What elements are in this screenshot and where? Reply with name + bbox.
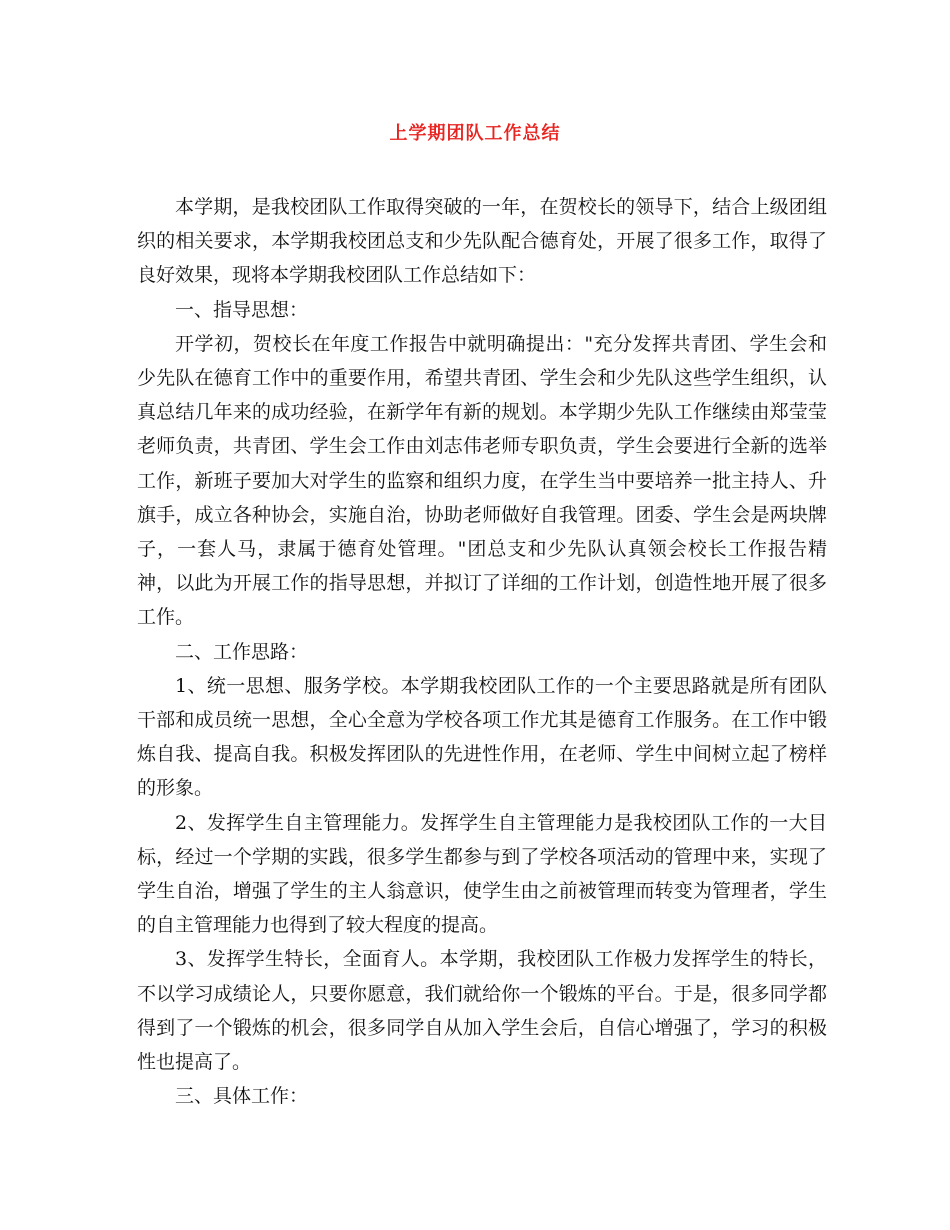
paragraph-approach-1: 1、统一思想、服务学校。本学期我校团队工作的一个主要思路就是所有团队干部和成员统一思想，全心全意为学校各项工作尤其是德育工作服务。在工作中锻炼自我、提高自我。积极发挥团队的先进性作用，在老师、学生中间树立起了榜样的形象。 [137, 674, 827, 800]
document-title: 上学期团队工作总结 [389, 123, 561, 144]
paragraph-approach-2: 2、发挥学生自主管理能力。发挥学生自主管理能力是我校团队工作的一大目标，经过一个学期的实践，很多学生都参与到了学校各项活动的管理中来，实现了学生自治，增强了学生的主人翁意识，使学生由之前被管理而转变为管理者，学生的自主管理能力也得到了较大程度的提高。 [137, 811, 827, 937]
document-body [137, 190, 827, 1113]
paragraph-intro: 本学期，是我校团队工作取得突破的一年，在贺校长的领导下，结合上级团组织的相关要求，本学期我校团总支和少先队配合德育处，开展了很多工作，取得了良好效果，现将本学期我校团队工作总结如下： [137, 196, 827, 287]
section-heading-guiding-thought: 一、指导思想： [175, 298, 309, 321]
paragraph-guiding-thought: 开学初，贺校长在年度工作报告中就明确提出："充分发挥共青团、学生会和少先队在德育工作中的重要作用，希望共青团、学生会和少先队这些学生组织，认真总结几年来的成功经验，在新学年有新的规划。本学期少先队工作继续由郑莹莹老师负责，共青团、学生会工作由刘志伟老师专职负责，学生会要进行全新的选举工作，新班子要加大对学生的监察和组织力度，在学生当中要培养一批主持人、升旗手，成立各种协会，实施自治，协助老师做好自我管理。团委、学生会是两块牌子，一套人马，隶属于德育处管理。"团总支和少先队认真领会校长工作报告精神，以此为开展工作的指导思想，并拟订了详细的工作计划，创造性地开展了很多工作。 [137, 332, 827, 629]
section-heading-specific-work: 三、具体工作： [175, 1085, 309, 1108]
paragraph-approach-3: 3、发挥学生特长，全面育人。本学期，我校团队工作极力发挥学生的特长，不以学习成绩论人，只要你愿意，我们就给你一个锻炼的平台。于是，很多同学都得到了一个锻炼的机会，很多同学自从加入学生会后，自信心增强了，学习的积极性也提高了。 [137, 948, 827, 1074]
section-heading-work-approach: 二、工作思路： [175, 640, 309, 663]
